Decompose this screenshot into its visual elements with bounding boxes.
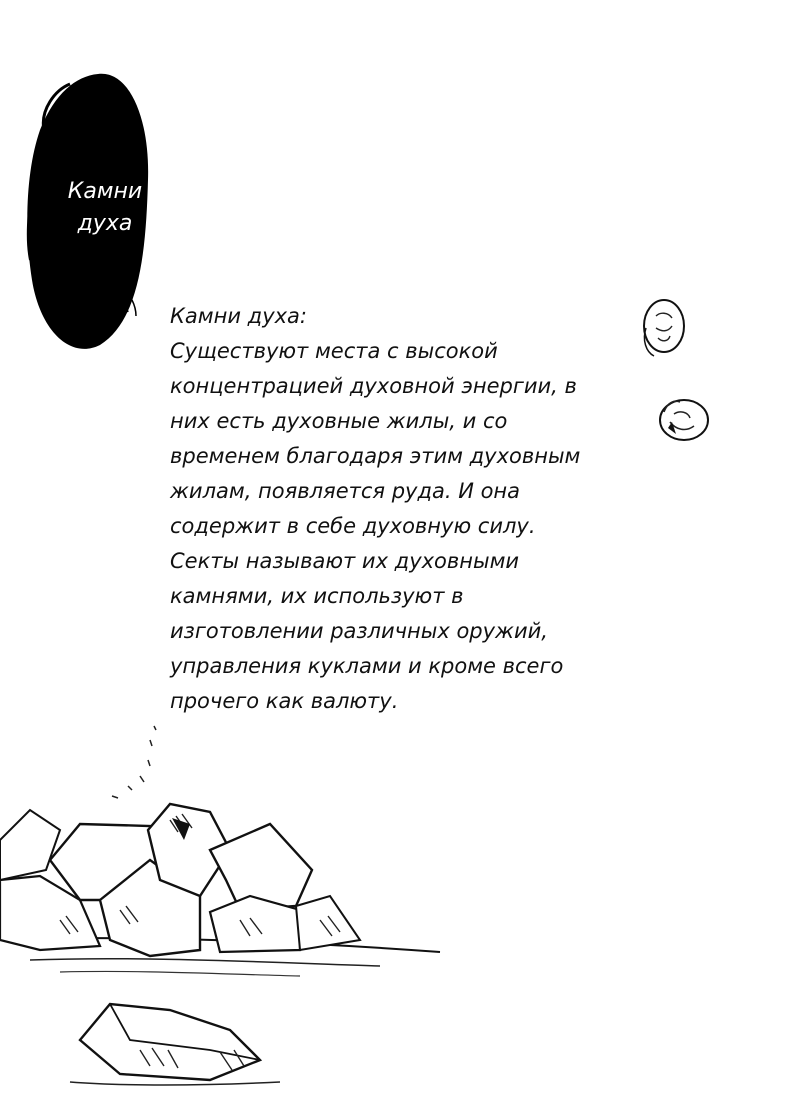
article-line: камнями, их используют в: [170, 584, 464, 608]
single-spirit-stone-illustration: [60, 990, 300, 1090]
article-line: управления куклами и кроме всего: [170, 654, 564, 678]
article-line: жилам, появляется руда. И она: [170, 479, 521, 503]
article-line: изготовлении различных оружий,: [170, 619, 548, 643]
article-heading: Камни духа:: [170, 304, 307, 328]
article-line: содержит в себе духовную силу.: [170, 514, 536, 538]
article-line: прочего как валюту.: [170, 689, 399, 713]
article-text: [170, 299, 640, 719]
article-line: Существуют места с высокой: [170, 339, 498, 363]
caption-box-title-line2: духа: [77, 211, 133, 236]
coin-sketch-icon: [650, 392, 714, 452]
caption-box-title-line1: Камни: [67, 179, 143, 204]
article-line: концентрацией духовной энергии, в: [170, 374, 577, 398]
article-line: временем благодаря этим духовным: [170, 444, 581, 468]
article-line: Секты называют их духовными: [170, 549, 520, 573]
article-line: них есть духовные жилы, и со: [170, 409, 508, 433]
caption-box-title: [40, 176, 170, 240]
spirit-stones-pile-illustration: [0, 700, 470, 990]
coin-sketch-icon: [632, 292, 692, 364]
